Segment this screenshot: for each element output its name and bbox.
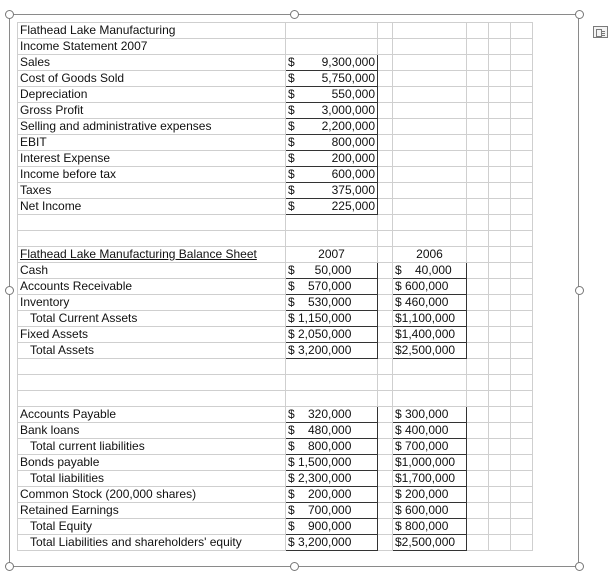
empty-cell[interactable]: [511, 391, 533, 407]
empty-cell[interactable]: [378, 103, 393, 119]
table-row: [18, 375, 533, 391]
empty-cell[interactable]: [511, 167, 533, 183]
empty-cell[interactable]: [489, 55, 511, 71]
empty-cell[interactable]: [393, 359, 467, 375]
empty-cell[interactable]: [378, 471, 393, 487]
empty-cell[interactable]: [467, 487, 489, 503]
empty-cell[interactable]: [467, 391, 489, 407]
empty-cell[interactable]: [489, 327, 511, 343]
empty-cell[interactable]: [511, 439, 533, 455]
empty-cell[interactable]: [378, 167, 393, 183]
currency-symbol: $: [288, 71, 295, 85]
empty-cell[interactable]: [511, 151, 533, 167]
empty-cell[interactable]: [286, 375, 378, 391]
liability-2006-cell[interactable]: $1,700,000: [393, 471, 467, 487]
empty-cell[interactable]: [467, 439, 489, 455]
empty-cell[interactable]: [378, 295, 393, 311]
empty-cell[interactable]: [489, 295, 511, 311]
empty-cell[interactable]: [378, 55, 393, 71]
empty-cell[interactable]: [378, 343, 393, 359]
empty-cell[interactable]: [467, 199, 489, 215]
empty-cell[interactable]: [378, 279, 393, 295]
empty-cell[interactable]: [286, 215, 378, 231]
asset-label-cell[interactable]: Total Assets: [18, 343, 286, 359]
empty-cell[interactable]: [511, 39, 533, 55]
asset-2007-cell[interactable]: $ 3,200,000: [286, 343, 378, 359]
empty-cell[interactable]: [286, 39, 378, 55]
liability-label-cell[interactable]: Total Liabilities and shareholders' equity: [18, 535, 286, 551]
balance-title-cell[interactable]: Flathead Lake Manufacturing Balance Sheet: [18, 247, 286, 263]
empty-cell[interactable]: [511, 327, 533, 343]
empty-cell[interactable]: [286, 231, 378, 247]
table-row: [18, 23, 533, 39]
asset-2006-cell[interactable]: $1,400,000: [393, 327, 467, 343]
asset-2006-cell[interactable]: $2,500,000: [393, 343, 467, 359]
empty-cell[interactable]: [467, 471, 489, 487]
empty-cell[interactable]: [378, 119, 393, 135]
empty-cell[interactable]: [467, 423, 489, 439]
empty-cell[interactable]: [467, 375, 489, 391]
income-label-cell[interactable]: Income before tax: [18, 167, 286, 183]
empty-cell[interactable]: [18, 359, 286, 375]
table-row: [18, 167, 533, 183]
empty-cell[interactable]: [511, 199, 533, 215]
table-row: [18, 39, 533, 55]
empty-cell[interactable]: [489, 215, 511, 231]
empty-cell[interactable]: [378, 199, 393, 215]
empty-cell[interactable]: [511, 535, 533, 551]
empty-cell[interactable]: [511, 23, 533, 39]
empty-cell[interactable]: [467, 39, 489, 55]
empty-cell[interactable]: [511, 119, 533, 135]
income-value-cell[interactable]: [286, 151, 378, 167]
empty-cell[interactable]: [393, 55, 467, 71]
empty-cell[interactable]: [378, 391, 393, 407]
table-row: [18, 343, 533, 359]
liability-2006-cell[interactable]: $ 700,000: [393, 439, 467, 455]
empty-cell[interactable]: [489, 119, 511, 135]
empty-cell[interactable]: [489, 535, 511, 551]
empty-cell[interactable]: [511, 343, 533, 359]
income-value-cell[interactable]: [286, 103, 378, 119]
empty-cell[interactable]: [286, 23, 378, 39]
amount-value: 3,000,000: [321, 103, 375, 117]
asset-2006-cell[interactable]: $ 460,000: [393, 295, 467, 311]
income-value-cell[interactable]: [286, 55, 378, 71]
empty-cell[interactable]: [467, 71, 489, 87]
empty-cell[interactable]: [489, 391, 511, 407]
empty-cell[interactable]: [467, 103, 489, 119]
empty-cell[interactable]: [489, 359, 511, 375]
empty-cell[interactable]: [511, 183, 533, 199]
income-label-cell[interactable]: Selling and administrative expenses: [18, 119, 286, 135]
liability-2006-cell[interactable]: $1,000,000: [393, 455, 467, 471]
income-value-cell[interactable]: [286, 199, 378, 215]
empty-cell[interactable]: [18, 375, 286, 391]
table-row: [18, 151, 533, 167]
empty-cell[interactable]: [378, 135, 393, 151]
amount-value: 800,000: [331, 135, 375, 149]
empty-cell[interactable]: [378, 439, 393, 455]
empty-cell[interactable]: [393, 183, 467, 199]
resize-handle-bottom-middle[interactable]: [290, 562, 299, 571]
empty-cell[interactable]: [511, 279, 533, 295]
income-value-cell[interactable]: [286, 87, 378, 103]
empty-cell[interactable]: [393, 119, 467, 135]
currency-symbol: $: [288, 103, 295, 117]
empty-cell[interactable]: [378, 535, 393, 551]
empty-cell[interactable]: [393, 87, 467, 103]
empty-cell[interactable]: [511, 71, 533, 87]
empty-cell[interactable]: [467, 247, 489, 263]
empty-cell[interactable]: [511, 87, 533, 103]
empty-cell[interactable]: [467, 327, 489, 343]
empty-cell[interactable]: [489, 503, 511, 519]
resize-handle-top-right[interactable]: [575, 10, 584, 19]
currency-symbol: $: [288, 183, 295, 197]
liability-2007-cell[interactable]: $ 1,500,000: [286, 455, 378, 471]
resize-handle-bottom-left[interactable]: [5, 562, 14, 571]
empty-cell[interactable]: [378, 519, 393, 535]
empty-cell[interactable]: [378, 215, 393, 231]
empty-cell[interactable]: [467, 343, 489, 359]
empty-cell[interactable]: [393, 151, 467, 167]
empty-cell[interactable]: [378, 39, 393, 55]
currency-symbol: $: [288, 119, 295, 133]
empty-cell[interactable]: [18, 391, 286, 407]
asset-2007-cell[interactable]: $ 50,000: [286, 263, 378, 279]
empty-cell[interactable]: [489, 151, 511, 167]
empty-cell[interactable]: [489, 183, 511, 199]
empty-cell[interactable]: [511, 455, 533, 471]
amount-value: 2,200,000: [321, 119, 375, 133]
empty-cell[interactable]: [489, 39, 511, 55]
resize-handle-middle-right[interactable]: [575, 286, 584, 295]
table-row: [18, 487, 533, 503]
liability-label-cell[interactable]: Total liabilities: [18, 471, 286, 487]
table-row: [18, 215, 533, 231]
empty-cell[interactable]: [393, 215, 467, 231]
asset-2007-cell[interactable]: $ 2,050,000: [286, 327, 378, 343]
empty-cell[interactable]: [393, 375, 467, 391]
spreadsheet-grid: [17, 22, 533, 551]
empty-cell[interactable]: [467, 359, 489, 375]
table-row: [18, 71, 533, 87]
empty-cell[interactable]: [378, 423, 393, 439]
currency-symbol: $: [288, 55, 295, 69]
income-label-cell[interactable]: Depreciation: [18, 87, 286, 103]
empty-cell[interactable]: [393, 135, 467, 151]
table-row: [18, 199, 533, 215]
empty-cell[interactable]: [286, 359, 378, 375]
income-label-cell[interactable]: Interest Expense: [18, 151, 286, 167]
empty-cell[interactable]: [467, 455, 489, 471]
liability-2006-cell[interactable]: $ 800,000: [393, 519, 467, 535]
amount-value: 600,000: [331, 167, 375, 181]
liability-label-cell[interactable]: Bonds payable: [18, 455, 286, 471]
empty-cell[interactable]: [489, 375, 511, 391]
empty-cell[interactable]: [511, 407, 533, 423]
empty-cell[interactable]: [467, 151, 489, 167]
empty-cell[interactable]: [467, 183, 489, 199]
asset-2006-cell[interactable]: $1,100,000: [393, 311, 467, 327]
liability-2006-cell[interactable]: $2,500,000: [393, 535, 467, 551]
table-row: [18, 535, 533, 551]
empty-cell[interactable]: [393, 103, 467, 119]
income-label-cell[interactable]: Sales: [18, 55, 286, 71]
empty-cell[interactable]: [467, 311, 489, 327]
empty-cell[interactable]: [489, 103, 511, 119]
liability-2006-cell[interactable]: $ 600,000: [393, 503, 467, 519]
empty-cell[interactable]: [489, 87, 511, 103]
amount-value: 225,000: [331, 199, 375, 213]
currency-symbol: $: [288, 151, 295, 165]
empty-cell[interactable]: [467, 535, 489, 551]
empty-cell[interactable]: [378, 327, 393, 343]
liability-2007-cell[interactable]: $ 800,000: [286, 439, 378, 455]
empty-cell[interactable]: [489, 231, 511, 247]
income-value-cell[interactable]: [286, 119, 378, 135]
empty-cell[interactable]: [378, 455, 393, 471]
empty-cell[interactable]: [467, 263, 489, 279]
table-row: [18, 407, 533, 423]
empty-cell[interactable]: [378, 247, 393, 263]
empty-cell[interactable]: [378, 263, 393, 279]
table-row: [18, 279, 533, 295]
empty-cell[interactable]: [378, 183, 393, 199]
asset-2007-cell[interactable]: $ 1,150,000: [286, 311, 378, 327]
table-row: [18, 183, 533, 199]
table-row: [18, 439, 533, 455]
empty-cell[interactable]: [489, 471, 511, 487]
empty-cell[interactable]: [467, 167, 489, 183]
table-row: [18, 87, 533, 103]
amount-value: 5,750,000: [321, 71, 375, 85]
income-value-cell[interactable]: [286, 183, 378, 199]
table-row: [18, 503, 533, 519]
liability-2007-cell[interactable]: $ 3,200,000: [286, 535, 378, 551]
liability-2007-cell[interactable]: $ 200,000: [286, 487, 378, 503]
empty-cell[interactable]: [378, 375, 393, 391]
income-label-cell[interactable]: Net Income: [18, 199, 286, 215]
liability-2007-cell[interactable]: $ 700,000: [286, 503, 378, 519]
empty-cell[interactable]: [511, 423, 533, 439]
empty-cell[interactable]: [393, 23, 467, 39]
income-value-cell[interactable]: [286, 71, 378, 87]
table-row: [18, 247, 533, 263]
empty-cell[interactable]: [467, 135, 489, 151]
asset-label-cell[interactable]: Inventory: [18, 295, 286, 311]
table-row: [18, 327, 533, 343]
asset-2007-cell[interactable]: $ 530,000: [286, 295, 378, 311]
table-row: [18, 455, 533, 471]
empty-cell[interactable]: [489, 519, 511, 535]
empty-cell[interactable]: [489, 167, 511, 183]
empty-cell[interactable]: [511, 471, 533, 487]
table-row: [18, 471, 533, 487]
liability-label-cell[interactable]: Bank loans: [18, 423, 286, 439]
empty-cell[interactable]: [489, 407, 511, 423]
amount-value: 550,000: [331, 87, 375, 101]
liability-2006-cell[interactable]: $ 400,000: [393, 423, 467, 439]
empty-cell[interactable]: [393, 167, 467, 183]
liability-label-cell[interactable]: Total Equity: [18, 519, 286, 535]
income-value-cell[interactable]: [286, 167, 378, 183]
empty-cell[interactable]: [378, 71, 393, 87]
income-label-cell[interactable]: Taxes: [18, 183, 286, 199]
empty-cell[interactable]: [378, 23, 393, 39]
asset-label-cell[interactable]: Fixed Assets: [18, 327, 286, 343]
empty-cell[interactable]: [511, 263, 533, 279]
empty-cell[interactable]: [489, 311, 511, 327]
table-row: [18, 359, 533, 375]
empty-cell[interactable]: [378, 359, 393, 375]
empty-cell[interactable]: [393, 391, 467, 407]
empty-cell[interactable]: [467, 119, 489, 135]
asset-2006-cell[interactable]: $ 600,000: [393, 279, 467, 295]
liability-label-cell[interactable]: Retained Earnings: [18, 503, 286, 519]
empty-cell[interactable]: [378, 151, 393, 167]
empty-cell[interactable]: [511, 295, 533, 311]
table-row: [18, 391, 533, 407]
asset-label-cell[interactable]: Accounts Receivable: [18, 279, 286, 295]
liability-label-cell[interactable]: Total current liabilities: [18, 439, 286, 455]
empty-cell[interactable]: [286, 391, 378, 407]
empty-cell[interactable]: [467, 519, 489, 535]
year-2007-cell[interactable]: 2007: [286, 247, 378, 263]
income-value-cell[interactable]: [286, 135, 378, 151]
year-2006-cell[interactable]: 2006: [393, 247, 467, 263]
asset-2006-cell[interactable]: $ 40,000: [393, 263, 467, 279]
currency-symbol: $: [288, 167, 295, 181]
amount-value: 200,000: [331, 151, 375, 165]
resize-handle-top-middle[interactable]: [290, 10, 299, 19]
table-row: [18, 135, 533, 151]
income-label-cell[interactable]: Gross Profit: [18, 103, 286, 119]
empty-cell[interactable]: [378, 231, 393, 247]
empty-cell[interactable]: [393, 39, 467, 55]
table-row: [18, 263, 533, 279]
liability-label-cell[interactable]: Accounts Payable: [18, 407, 286, 423]
layout-options-icon[interactable]: [593, 26, 608, 38]
amount-value: 9,300,000: [321, 55, 375, 69]
empty-cell[interactable]: [511, 247, 533, 263]
empty-cell[interactable]: [489, 71, 511, 87]
empty-cell[interactable]: [489, 439, 511, 455]
liability-2006-cell[interactable]: $ 300,000: [393, 407, 467, 423]
empty-cell[interactable]: [378, 87, 393, 103]
empty-cell[interactable]: [489, 135, 511, 151]
empty-cell[interactable]: [467, 23, 489, 39]
empty-cell[interactable]: [467, 407, 489, 423]
resize-handle-bottom-right[interactable]: [575, 562, 584, 571]
empty-cell[interactable]: [489, 487, 511, 503]
resize-handle-middle-left[interactable]: [5, 286, 14, 295]
table-row: [18, 423, 533, 439]
empty-cell[interactable]: [511, 103, 533, 119]
currency-symbol: $: [288, 199, 295, 213]
income-label-cell[interactable]: Cost of Goods Sold: [18, 71, 286, 87]
empty-cell[interactable]: [467, 55, 489, 71]
empty-cell[interactable]: [511, 311, 533, 327]
empty-cell[interactable]: [489, 247, 511, 263]
empty-cell[interactable]: [393, 199, 467, 215]
empty-cell[interactable]: [489, 263, 511, 279]
currency-symbol: $: [288, 87, 295, 101]
empty-cell[interactable]: [467, 231, 489, 247]
liability-2007-cell[interactable]: $ 900,000: [286, 519, 378, 535]
asset-2007-cell[interactable]: $ 570,000: [286, 279, 378, 295]
empty-cell[interactable]: [378, 503, 393, 519]
empty-cell[interactable]: [511, 487, 533, 503]
empty-cell[interactable]: [511, 135, 533, 151]
liability-2007-cell[interactable]: $ 320,000: [286, 407, 378, 423]
empty-cell[interactable]: [511, 55, 533, 71]
liability-label-cell[interactable]: Common Stock (200,000 shares): [18, 487, 286, 503]
empty-cell[interactable]: [467, 87, 489, 103]
empty-cell[interactable]: [489, 279, 511, 295]
empty-cell[interactable]: [511, 231, 533, 247]
statement-title-cell[interactable]: Income Statement 2007: [18, 39, 286, 55]
empty-cell[interactable]: [467, 295, 489, 311]
empty-cell[interactable]: [489, 343, 511, 359]
empty-cell[interactable]: [511, 215, 533, 231]
asset-label-cell[interactable]: Total Current Assets: [18, 311, 286, 327]
table-row: [18, 295, 533, 311]
empty-cell[interactable]: [378, 487, 393, 503]
empty-cell[interactable]: [467, 503, 489, 519]
empty-cell[interactable]: [511, 359, 533, 375]
table-row: [18, 311, 533, 327]
empty-cell[interactable]: [467, 279, 489, 295]
liability-2007-cell[interactable]: $ 2,300,000: [286, 471, 378, 487]
empty-cell[interactable]: [489, 455, 511, 471]
empty-cell[interactable]: [18, 215, 286, 231]
table-row: [18, 103, 533, 119]
amount-value: 375,000: [331, 183, 375, 197]
empty-cell[interactable]: [511, 519, 533, 535]
table-row: [18, 119, 533, 135]
table-row: [18, 231, 533, 247]
currency-symbol: $: [288, 135, 295, 149]
income-label-cell[interactable]: EBIT: [18, 135, 286, 151]
empty-cell[interactable]: [489, 199, 511, 215]
table-row: [18, 519, 533, 535]
company-name-cell[interactable]: Flathead Lake Manufacturing: [18, 23, 286, 39]
empty-cell[interactable]: [393, 71, 467, 87]
liability-2006-cell[interactable]: $ 200,000: [393, 487, 467, 503]
table-row: [18, 55, 533, 71]
empty-cell[interactable]: [18, 231, 286, 247]
empty-cell[interactable]: [467, 215, 489, 231]
empty-cell[interactable]: [489, 23, 511, 39]
empty-cell[interactable]: [378, 407, 393, 423]
empty-cell[interactable]: [511, 503, 533, 519]
empty-cell[interactable]: [393, 231, 467, 247]
liability-2007-cell[interactable]: $ 480,000: [286, 423, 378, 439]
asset-label-cell[interactable]: Cash: [18, 263, 286, 279]
resize-handle-top-left[interactable]: [5, 10, 14, 19]
empty-cell[interactable]: [489, 423, 511, 439]
empty-cell[interactable]: [378, 311, 393, 327]
empty-cell[interactable]: [511, 375, 533, 391]
